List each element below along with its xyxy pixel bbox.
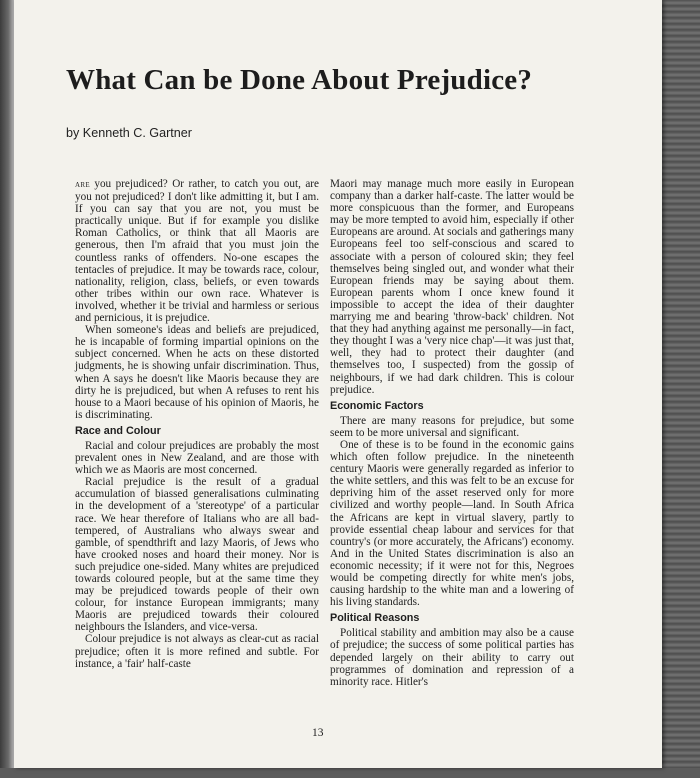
scan-border-bottom	[0, 768, 700, 778]
article-byline: by Kenneth C. Gartner	[66, 126, 193, 140]
lead-in-word: are	[75, 180, 90, 190]
section-heading: Economic Factors	[330, 399, 424, 412]
paragraph	[75, 178, 319, 324]
paragraph: One of these is to be found in the economic gains which often follow prejudice. In the nineteenth century Maoris were generally regarded as inferior to the white settlers, and this was felt to be an excuse for depriving him of the asset reserved only for more civilized and worthy people—land. In South Africa the Africans are kept in virtual slavery, partly to provide essential cheap labour and services for that country's (or more accurately, the Africans') economy. And in the United States discrimination is also an economic necessity; if it were not for this, Negroes would be competing directly for white men's jobs, causing hardship to the white man and a lowering of his living standards.	[330, 438, 574, 609]
paragraph-text: you prejudiced? Or rather, to catch you out, are you not prejudiced? I don't like admitting it, but I am. If you can say that you are not, you must be practically unique. But if for example you dislike Roman Catholics, or think that all Maoris are generous, then I'm afraid that you must join the countless ranks of offenders. No-one escapes the tentacles of prejudice. It may be towards race, colour, nationality, religion, class, beliefs, or even towards other tribes within our own race. Whatever is involved, whether it be trivial and harmless or serious and pernicious, it is prejudice.	[75, 178, 319, 325]
paragraph: When someone's ideas and beliefs are prejudiced, he is incapable of forming impartial opinions on the subject concerned. When he acts on these distorted judgments, he is showing unfair discrimination. Thus, when A says he doesn't like Maoris because they are dirty he is prejudiced, but when A refuses to rent his house to a Maori because of his opinion of Maoris, he is discriminating.	[75, 324, 319, 421]
article-title: What Can be Done About Prejudice?	[66, 64, 533, 96]
section-heading: Political Reasons	[330, 612, 420, 625]
paragraph: There are many reasons for prejudice, but some seem to be more universal and significant.	[330, 414, 574, 439]
paragraph: Racial and colour prejudices are probably the most prevalent ones in New Zealand, and are those with which we as Maoris are most concerned.	[75, 439, 319, 477]
right-column	[330, 178, 574, 688]
scan-border-right	[662, 0, 700, 778]
left-column	[75, 178, 319, 670]
paragraph: Racial prejudice is the result of a gradual accumulation of biassed generalisations culminating in the development of a 'stereotype' of a particular race. We hear therefore of Italians who are all bad-tempered, of Australians who always swear and gamble, of spendthrift and lazy Maoris, of Jews who have crooked noses and hoard their money. Nor is such prejudice one-sided. Many whites are prejudiced towards coloured people, but at the same time they may be prejudiced towards people of their own colour, for instance European immigrants; many Maoris are prejudiced towards their coloured neighbours the Islanders, and vice-versa.	[75, 476, 319, 634]
scan-border-left	[0, 0, 14, 778]
paragraph: Political stability and ambition may also be a cause of prejudice; the success of some political parties has depended largely on their ability to carry out programmes of domination and repression of a minority race. Hitler's	[330, 627, 574, 688]
page-number: 13	[312, 727, 324, 739]
paragraph: Colour prejudice is not always as clear-cut as racial prejudice; often it is more refined and subtle. For instance, a 'fair' half-caste	[75, 633, 319, 670]
paragraph: Maori may manage much more easily in European company than a darker half-caste. The latter would be more conspicuous than the former, and Europeans may be more tempted to avoid him, especially if other Europeans are around. At socials and gatherings many Europeans feel too self-conscious and scared to associate with a person of coloured skin; they feel themselves being singled out, and wonder what their European friends may be saying about them. European parents whom I once knew found it impossible to accept the idea of their daughter marrying me and bearing 'throw-back' children. Not that they had anything against me personally—in fact, they thought I was a 'very nice chap'—it was just that, well, they had to protect their daughter (and themselves too, I suspected) from the gossip of neighbours, if we had dark children. This is colour prejudice.	[330, 178, 574, 396]
section-heading: Race and Colour	[75, 424, 161, 437]
